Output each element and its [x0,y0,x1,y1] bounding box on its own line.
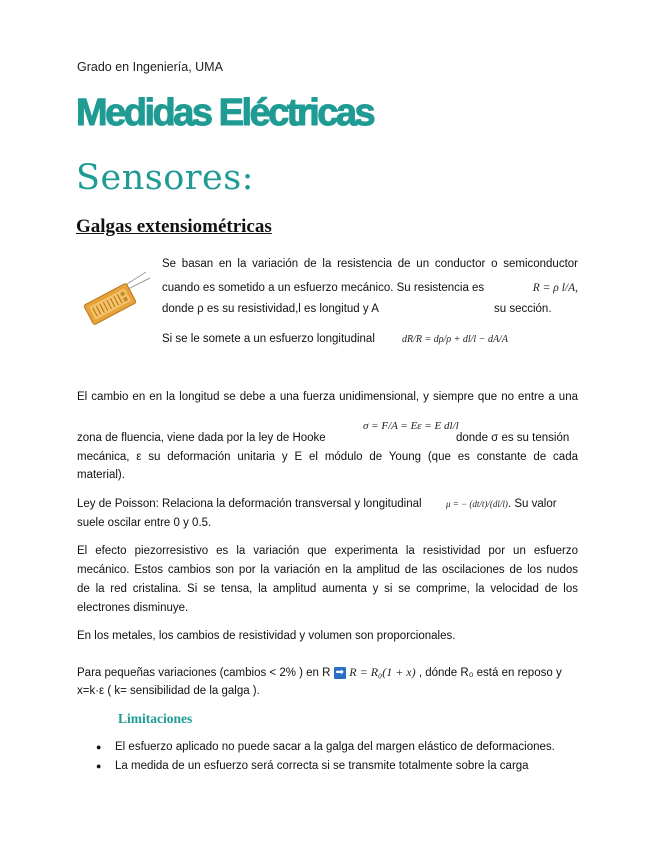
paragraph-1-line-2b: donde σ es su tensión [456,432,570,444]
paragraph-4: En los metales, los cambios de resistividad y volumen son proporcionales. [77,630,456,642]
intro-line-2 [162,279,578,298]
paragraph-3-line-4: electrones disminuye. [77,602,189,614]
intro-line-3a: donde ρ es su resistividad,l es longitud y A [162,303,379,315]
paragraph-1-line-4: material). [77,469,125,481]
subsection-title: Galgas extensiométricas [76,216,272,237]
intro-line-1: Se basan en la variación de la resistencia de un conductor o semiconductor [162,258,578,270]
intro-line-3b: su sección. [494,303,552,315]
section-title: Sensores: [76,158,254,198]
paragraph-1-line-2a: zona de fluencia, viene dada por la ley de Hooke [77,432,326,444]
brand-title: Medidas Eléctricas [76,92,374,134]
list-item: ● La medida de un esfuerzo será correcta si se transmite totalmente sobre la carga [96,757,586,776]
paragraph-5-line-1b: , dónde R₀ está en reposo y [418,667,562,679]
paragraph-5-line-2: x=k·ε ( k= sensibilidad de la galga ). [77,685,260,697]
paragraph-2-line-2: suele oscilar entre 0 y 0.5. [77,517,212,529]
small-variation-formula: R = R₀(1 + x) [349,665,416,679]
strain-gauge-image [80,268,154,332]
differential-formula: dR/R = dρ/ρ + dl/l − dA/A [402,334,508,345]
right-arrow-icon: ➡ [335,667,345,678]
paragraph-2-line-1a: Ley de Poisson: Relaciona la deformación transversal y longitudinal [77,498,422,510]
paragraph-3-line-3: de la red cristalina. Si se tensa, la amplitud aumenta y si se comprime, la velocidad de los [77,583,578,595]
paragraph-3-line-1: El efecto piezorresistivo es la variación que experimenta la resistividad por un esfuerzo [77,545,578,557]
paragraph-1-line-3: mecánica, ε su deformación unitaria y E el módulo de Young (que es constante de cada [77,451,578,463]
intro-line-4: Si se le somete a un esfuerzo longitudinal [162,333,375,345]
paragraph-2-line-1b [508,495,578,514]
intro-line-2-text: cuando es sometido a un esfuerzo mecánico. Su resistencia es [162,282,485,294]
resistance-formula: R = ρ l/A, [532,282,578,294]
paragraph-5-line-1 [77,663,578,683]
hooke-formula: σ = F/A = Eε = E dl/l [363,420,459,432]
list-item: ● El esfuerzo aplicado no puede sacar a la galga del margen elástico de deformaciones. [96,738,586,757]
paragraph-1-line-1: El cambio en en la longitud se debe a una fuerza unidimensional, y siempre que no entre a una [77,391,578,403]
poisson-formula: μ = − (dt/t)/(dl/l) [446,499,508,509]
header-subtitle: Grado en Ingeniería, UMA [77,60,223,74]
paragraph-2-line-1b-text: . Su valor [508,498,557,510]
limitations-list [96,738,586,776]
paragraph-3-line-2: mecánico. Estos cambios son por la variación en la amplitud de las oscilaciones de los nudos [77,564,578,576]
paragraph-5-line-1a: Para pequeñas variaciones (cambios < 2% ) en R [77,667,331,679]
limitations-title: Limitaciones [118,711,193,726]
